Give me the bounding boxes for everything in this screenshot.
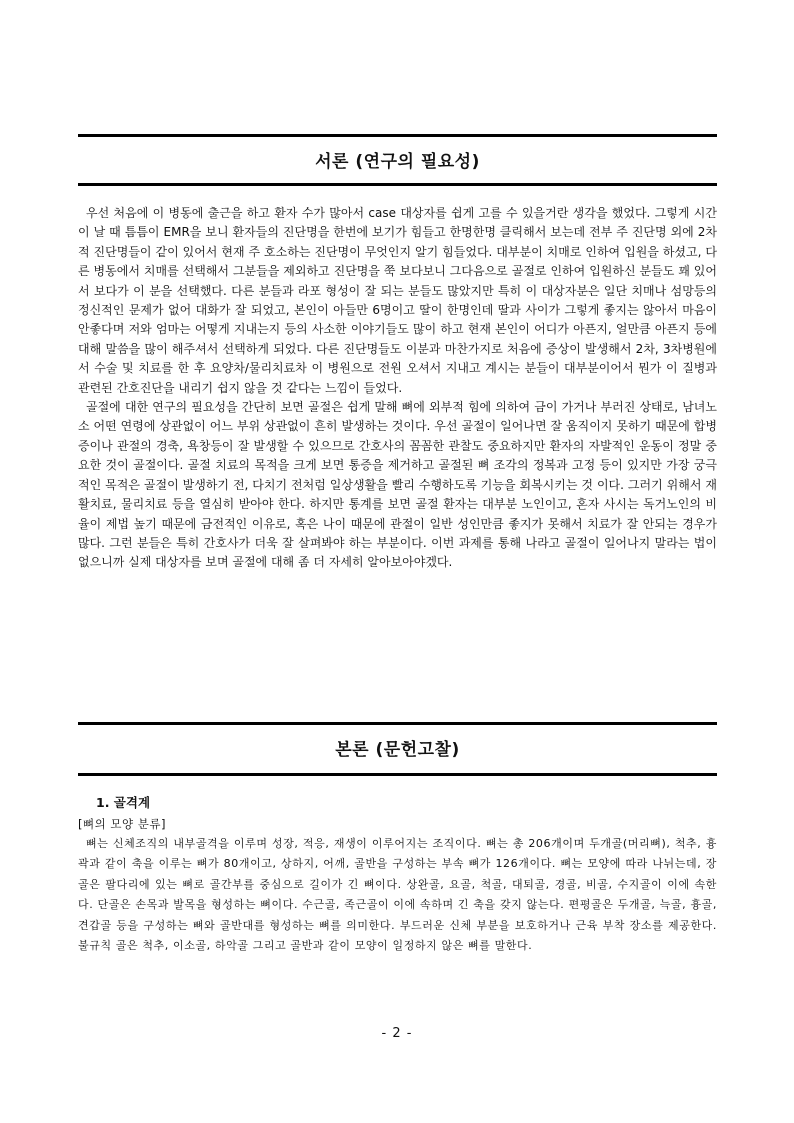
skeletal-system-section — [78, 792, 717, 956]
bottom-rule — [78, 773, 717, 776]
intro-paragraph: 우선 처음에 이 병동에 출근을 하고 환자 수가 많아서 case 대상자를 쉽게 고를 수 있을거란 생각을 했었다. 그렇게 시간이 날 때 틈틈이 EMR을 보니 환자들의 진단명을 한번에 보기가 힘들고 한명한명 클릭해서 보는데 전부 주 진단명 외에 2차적 진단명들이 같이 있어서 현재 주 호소하는 진단명이 무엇인지 알기 힘들었다. 대부분이 치매로 인하여 입원을 하셨고, 다른 병동에서 치매를 선택해서 그분들을 제외하고 진단명을 쭉 보다보니 그다음으로 골절로 인하여 입원하신 분들도 꽤 있어서 보다가 이 분을 선택했다. 다른 분들과 라포 형성이 잘 되는 분들도 많았지만 특히 이 대상자분은 일단 치매나 섬망등의 정신적인 문제가 없어 대화가 잘 되었고, 본인이 아들만 6명이고 딸이 한명인데 딸과 사이가 그렇게 좋지는 않아서 마음이 안좋다며 저와 엄마는 어떻게 지내는지 등의 사소한 이야기들도 많이 하고 현재 본인이 어디가 아픈지, 얼만큼 아픈지 등에 대해 말씀을 많이 해주셔서 선택하게 되었다. 다른 진단명들도 이분과 마찬가지로 처음에 증상이 발생해서 2차, 3차병원에서 수술 및 치료를 한 후 요양차/물리치료차 이 병원으로 전원 오셔서 지내고 계시는 분들이 대부분이어서 뭔가 이 질병과 관련된 간호진단을 내리기 쉽지 않을 것 같다는 느낌이 들었다. — [78, 206, 717, 395]
subsection-heading: 1. 골격계 — [96, 795, 151, 810]
body-section-header — [78, 722, 717, 776]
intro-body — [78, 204, 717, 573]
subsection-paragraph: 뼈는 신체조직의 내부골격을 이루며 성장, 적응, 재생이 이루어지는 조직이다. 뼈는 총 206개이며 두개골(머리뼈), 척추, 흉곽과 같이 축을 이루는 뼈가 80개이고, 상하지, 어깨, 골반을 구성하는 부속 뼈가 126개이다. 뼈는 모양에 따라 나뉘는데, 장골은 팔다리에 있는 뼈로 골간부를 중심으로 길이가 긴 뼈이다. 상완골, 요골, 척골, 대퇴골, 경골, 비골, 수지골이 이에 속한다. 단골은 손목과 발목을 형성하는 뼈이다. 수근골, 족근골이 이에 속하며 긴 축을 갖지 않는다. 편평골은 두개골, 늑골, 흉골, 견갑골 등을 구성하는 뼈와 골반대를 형성하는 뼈를 의미한다. 부드러운 신체 부분을 보호하거나 근육 부착 장소를 제공한다. 불규칙 골은 척추, 이소골, 하악골 그리고 골반과 같이 모양이 일정하지 않은 뼈를 말한다. — [78, 837, 717, 953]
bottom-rule — [78, 183, 717, 186]
intro-title: 서론 (연구의 필요성) — [315, 152, 480, 172]
intro-paragraph: 골절에 대한 연구의 필요성을 간단히 보면 골절은 쉽게 말해 뼈에 외부적 힘에 의하여 금이 가거나 부러진 상태로, 남녀노소 어떤 연령에 상관없이 어느 부위 상관없이 흔히 발생하는 것이다. 우선 골절이 일어나면 잘 움직이지 못하기 때문에 합병증이나 관절의 경축, 욕창등이 잘 발생할 수 있으므로 간호사의 꼼꼼한 관찰도 중요하지만 환자의 자발적인 운동이 정말 중요한 것이 골절이다. 골절 치료의 목적을 크게 보면 통증을 제거하고 골절된 뼈 조각의 정복과 고정 등이 있지만 가장 궁극적인 목적은 골절이 발생하기 전, 다치기 전처럼 일상생활을 빨리 수행하도록 기능을 회복시키는 것 이다. 그러기 위해서 재활치료, 물리치료 등을 열심히 받아야 한다. 하지만 통계를 보면 골절 환자는 대부분 노인이고, 혼자 사시는 독거노인의 비율이 제법 높기 때문에 금전적인 이유로, 혹은 나이 때문에 관절이 일반 성인만큼 좋지가 못해서 치료가 잘 안되는 경우가 많다. 그런 분들은 특히 간호사가 더욱 잘 살펴봐야 하는 부분이다. 이번 과제를 통해 나라고 골절이 일어나지 말라는 법이 없으니까 실제 대상자를 보며 골절에 대해 좀 더 자세히 알아보아야겠다. — [78, 400, 717, 570]
page-number: - 2 - — [381, 1026, 413, 1041]
intro-section-header — [78, 134, 717, 186]
body-title: 본론 (문헌고찰) — [335, 740, 460, 760]
subsection-label: [뼈의 모양 분류] — [78, 817, 166, 831]
